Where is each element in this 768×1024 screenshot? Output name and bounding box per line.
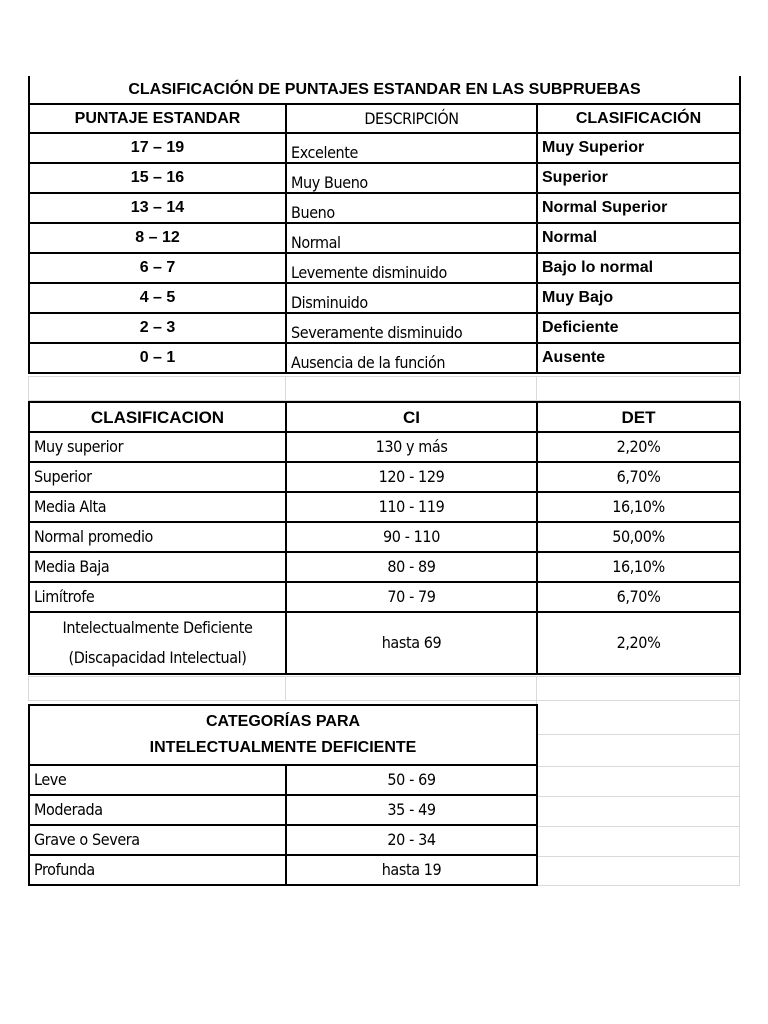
- range-cell: 35 - 49: [286, 795, 537, 825]
- classification-cell: Bajo lo normal: [537, 253, 740, 283]
- ci-cell: 120 - 129: [286, 462, 537, 492]
- table-row: [29, 432, 740, 462]
- table-header-row: [29, 104, 740, 133]
- table-row: [29, 253, 740, 283]
- deficiency-categories-table: [28, 704, 538, 886]
- det-cell: 2,20%: [537, 432, 740, 462]
- classification-cell: Normal: [537, 223, 740, 253]
- score-cell: 4 – 5: [29, 283, 286, 313]
- description-cell: Ausencia de la función: [286, 343, 537, 373]
- gridline: [536, 734, 740, 735]
- category-cell: Moderada: [29, 795, 286, 825]
- classification-cell: [29, 612, 286, 674]
- table-row: [29, 825, 537, 855]
- description-cell: Levemente disminuido: [286, 253, 537, 283]
- score-cell: 0 – 1: [29, 343, 286, 373]
- table-header-row: [29, 402, 740, 432]
- gridline: [285, 376, 286, 400]
- det-cell: 6,70%: [537, 582, 740, 612]
- classification-line-1: Intelectualmente Deficiente: [62, 618, 253, 637]
- gridline: [536, 376, 537, 400]
- table-row: [29, 313, 740, 343]
- gridline: [28, 376, 740, 377]
- table-row: [29, 582, 740, 612]
- gridline: [28, 676, 740, 677]
- classification-cell: Muy Superior: [537, 133, 740, 163]
- det-cell: 16,10%: [537, 552, 740, 582]
- ci-cell: 80 - 89: [286, 552, 537, 582]
- ci-classification-table: [28, 401, 741, 675]
- category-cell: Profunda: [29, 855, 286, 885]
- table-title-row: [29, 76, 740, 104]
- classification-cell: Ausente: [537, 343, 740, 373]
- classification-cell: Media Alta: [29, 492, 286, 522]
- classification-line-2: (Discapacidad Intelectual): [68, 648, 247, 667]
- header-det: DET: [537, 402, 740, 432]
- table-row: [29, 855, 537, 885]
- score-cell: 8 – 12: [29, 223, 286, 253]
- range-cell: 50 - 69: [286, 765, 537, 795]
- score-cell: 6 – 7: [29, 253, 286, 283]
- det-cell: 50,00%: [537, 522, 740, 552]
- header-classification: CLASIFICACIÓN: [537, 104, 740, 133]
- categories-title: [29, 705, 537, 765]
- table-row: [29, 795, 537, 825]
- table-row: [29, 552, 740, 582]
- description-cell: Muy Bueno: [286, 163, 537, 193]
- table-row: [29, 193, 740, 223]
- table-row: [29, 343, 740, 373]
- range-cell: hasta 19: [286, 855, 537, 885]
- header-ci: CI: [286, 402, 537, 432]
- ci-cell: hasta 69: [286, 612, 537, 674]
- score-cell: 13 – 14: [29, 193, 286, 223]
- category-cell: Leve: [29, 765, 286, 795]
- gridline: [536, 766, 740, 767]
- standard-scores-table: [28, 76, 741, 374]
- categories-title-line-2: INTELECTUALMENTE DEFICIENTE: [149, 739, 417, 756]
- ci-cell: 70 - 79: [286, 582, 537, 612]
- classification-cell: Superior: [537, 163, 740, 193]
- ci-cell: 90 - 110: [286, 522, 537, 552]
- score-cell: 17 – 19: [29, 133, 286, 163]
- table-row: [29, 133, 740, 163]
- classification-cell: Muy superior: [29, 432, 286, 462]
- classification-cell: Normal promedio: [29, 522, 286, 552]
- table-row: [29, 492, 740, 522]
- table-row: [29, 462, 740, 492]
- table-row: [29, 163, 740, 193]
- gridline: [536, 856, 740, 857]
- ci-cell: 110 - 119: [286, 492, 537, 522]
- description-cell: Bueno: [286, 193, 537, 223]
- gridline: [739, 676, 740, 886]
- classification-cell: Normal Superior: [537, 193, 740, 223]
- table-title-row: [29, 705, 537, 765]
- classification-cell: Deficiente: [537, 313, 740, 343]
- gridline: [536, 826, 740, 827]
- header-description: DESCRIPCIÓN: [286, 104, 537, 133]
- classification-cell: Muy Bajo: [537, 283, 740, 313]
- table-row: [29, 223, 740, 253]
- gridline: [28, 700, 740, 701]
- description-cell: Severamente disminuido: [286, 313, 537, 343]
- standard-scores-title: CLASIFICACIÓN DE PUNTAJES ESTANDAR EN LAS SUBPRUEBAS: [29, 76, 740, 104]
- gridline: [285, 676, 286, 700]
- gridline: [739, 376, 740, 400]
- gridline: [28, 676, 29, 700]
- table-row: [29, 612, 740, 674]
- score-cell: 15 – 16: [29, 163, 286, 193]
- header-score: PUNTAJE ESTANDAR: [29, 104, 286, 133]
- table-row: [29, 522, 740, 552]
- gridline: [536, 796, 740, 797]
- classification-cell: Media Baja: [29, 552, 286, 582]
- header-classification: CLASIFICACION: [29, 402, 286, 432]
- category-cell: Grave o Severa: [29, 825, 286, 855]
- classification-cell: Superior: [29, 462, 286, 492]
- ci-cell: 130 y más: [286, 432, 537, 462]
- description-cell: Excelente: [286, 133, 537, 163]
- table-row: [29, 765, 537, 795]
- score-cell: 2 – 3: [29, 313, 286, 343]
- det-cell: 16,10%: [537, 492, 740, 522]
- classification-cell: Limítrofe: [29, 582, 286, 612]
- description-cell: Normal: [286, 223, 537, 253]
- range-cell: 20 - 34: [286, 825, 537, 855]
- gridline: [28, 376, 29, 400]
- table-row: [29, 283, 740, 313]
- det-cell: 6,70%: [537, 462, 740, 492]
- gridline: [536, 885, 740, 886]
- categories-title-line-1: CATEGORÍAS PARA: [205, 713, 361, 730]
- description-cell: Disminuido: [286, 283, 537, 313]
- det-cell: 2,20%: [537, 612, 740, 674]
